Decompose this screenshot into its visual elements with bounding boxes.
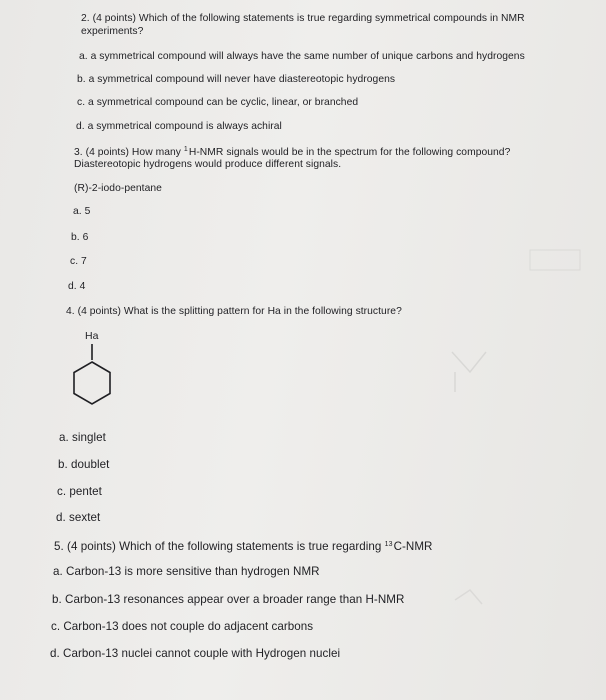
q3-option-c: c. 7 [70,256,87,267]
q5-option-d: d. Carbon-13 nuclei cannot couple with Hydrogen nuclei [50,647,341,660]
q2-option-b: b. a symmetrical compound will never have diastereotopic hydrogens [77,74,396,85]
q4-option-a: a. singlet [59,431,106,444]
q4-option-d: d. sextet [56,511,101,524]
q3-stem-suffix: H-NMR signals would be in the spectrum for the following compound? [188,147,511,158]
q5-option-a: a. Carbon-13 is more sensitive than hydrogen NMR [53,565,320,578]
q4-option-b: b. doublet [58,458,110,471]
q2-option-c: c. a symmetrical compound can be cyclic, linear, or branched [77,97,359,108]
q3-stem-line2: Diastereotopic hydrogens would produce different signals. [74,159,342,170]
q3-compound-name: (R)-2-iodo-pentane [74,183,162,194]
cyclohexane-structure [52,326,132,426]
q5-superscript: 13 [384,541,393,548]
q3-option-b: b. 6 [71,232,89,243]
q3-stem-line1 [74,143,510,159]
q4-option-c: c. pentet [57,485,102,498]
q5-stem [54,538,432,553]
q4-stem: 4. (4 points) What is the splitting pattern for Ha in the following structure? [66,306,402,317]
q3-option-a: a. 5 [73,206,91,217]
q2-stem-line2: experiments? [81,26,144,37]
q2-option-a: a. a symmetrical compound will always have the same number of unique carbons and hydrogens [79,51,525,62]
q5-stem-suffix: C-NMR [393,540,433,553]
q2-stem-line1: 2. (4 points) Which of the following statements is true regarding symmetrical compounds in NMR [81,13,525,24]
q3-stem-prefix: 3. (4 points) How many [74,147,184,158]
q5-option-c: c. Carbon-13 does not couple do adjacent carbons [51,620,314,633]
cyclohexane-ring-icon [52,326,132,426]
q3-superscript: 1 [183,146,188,153]
q5-stem-prefix: 5. (4 points) Which of the following statements is true regarding [54,540,385,553]
structure-label-ha: Ha [85,330,99,342]
q2-option-d: d. a symmetrical compound is always achiral [76,121,282,132]
q5-option-b: b. Carbon-13 resonances appear over a broader range than H-NMR [52,593,405,606]
q3-option-d: d. 4 [68,281,86,292]
